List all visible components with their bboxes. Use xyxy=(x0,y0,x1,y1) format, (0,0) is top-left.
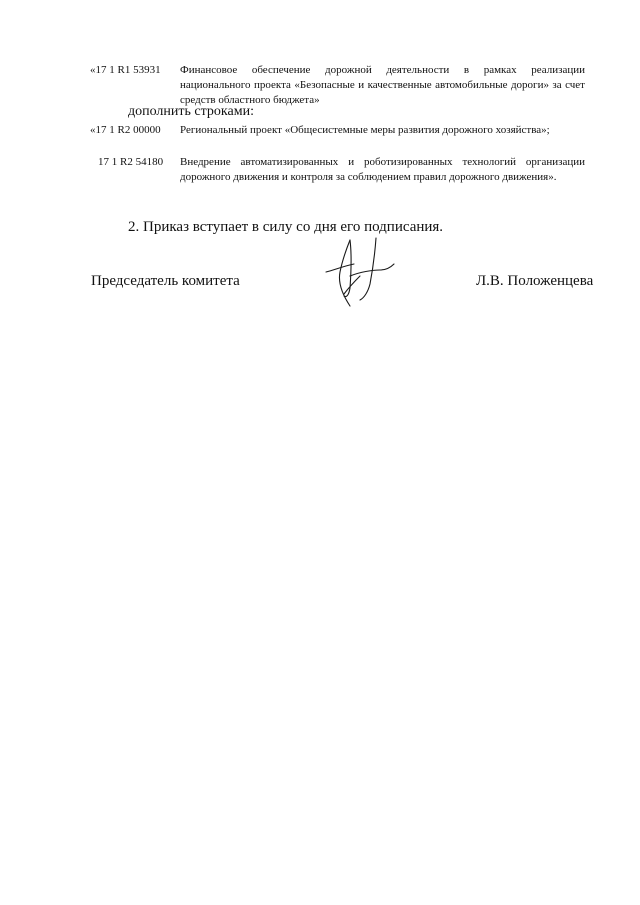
row-code: «17 1 R2 00000 xyxy=(90,124,161,136)
budget-row-r2-00000 xyxy=(90,123,585,154)
interline-instruction: дополнить строками: xyxy=(128,104,254,119)
signature-position: Председатель комитета xyxy=(91,273,240,289)
row-code: 17 1 R2 54180 xyxy=(98,156,164,168)
row-description: Финансовое обеспечение дорожной деятельности в рамках реализации национального проекта «Безопасные и качественные автомобильные дороги» за счет средств областного бюджета» xyxy=(180,64,585,106)
row-description: Внедрение автоматизированных и роботизированных технологий организации дорожного движения и контроля за соблюдением правил дорожного движения». xyxy=(180,156,585,183)
row-description: Региональный проект «Общесистемные меры развития дорожного хозяйства»; xyxy=(180,124,550,136)
signature-name: Л.В. Положенцева xyxy=(476,273,594,289)
clause-2: 2. Приказ вступает в силу со дня его подписания. xyxy=(128,219,444,235)
budget-row-r1-53931 xyxy=(90,63,585,109)
budget-row-r2-54180 xyxy=(90,155,585,201)
handwritten-signature xyxy=(320,236,400,311)
row-code: «17 1 R1 53931 xyxy=(90,64,161,76)
